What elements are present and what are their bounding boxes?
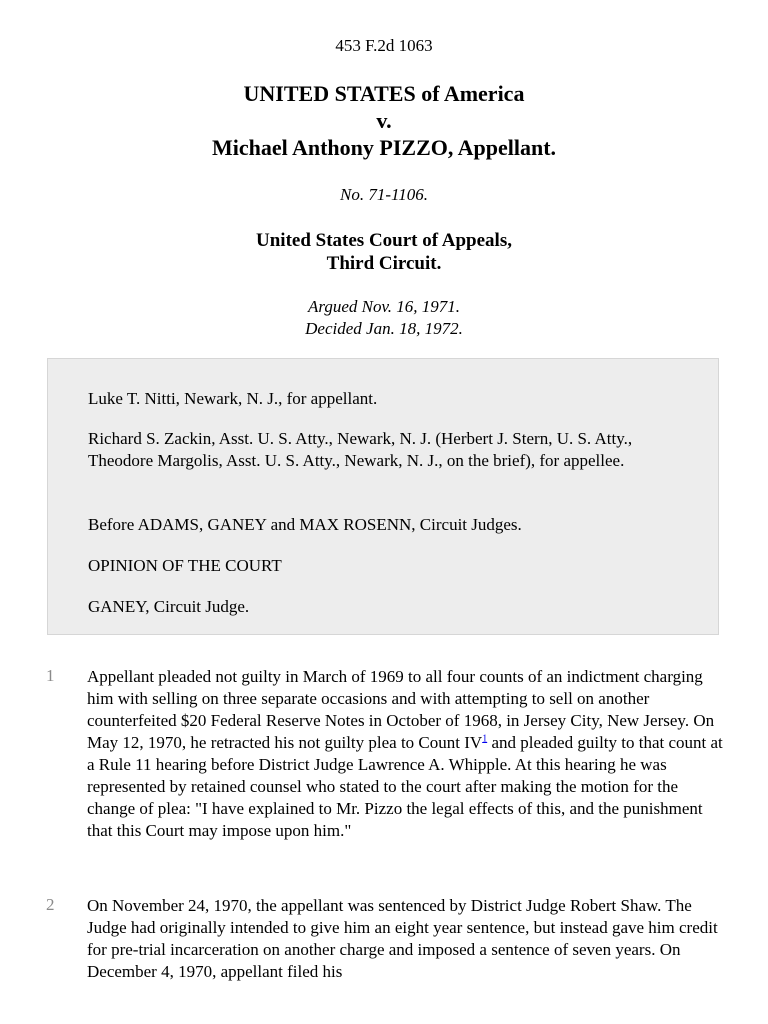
court-name <box>0 229 768 275</box>
citation: 453 F.2d 1063 <box>335 36 433 55</box>
case-header-box <box>47 358 719 635</box>
case-dates <box>0 296 768 340</box>
decided-date: Decided Jan. 18, 1972. <box>305 319 463 338</box>
versus: v. <box>376 108 392 133</box>
panel-judges: Before ADAMS, GANEY and MAX ROSENN, Circuit Judges. <box>88 515 522 534</box>
opinion-author: GANEY, Circuit Judge. <box>88 597 250 616</box>
paragraph-2: On November 24, 1970, the appellant was sentenced by District Judge Robert Shaw. The Judge had originally intended to give him an eight year sentence, but instead gave him credit for pre-trial incarceration on another charge and imposed a sentence of seven years. On December 4, 1970, appellant filed his <box>87 896 718 981</box>
paragraph-number: 2 <box>46 895 55 914</box>
court-name-line1: United States Court of Appeals, <box>256 230 512 251</box>
argued-date: Argued Nov. 16, 1971. <box>307 297 461 316</box>
paragraph-1-text-a: Appellant pleaded not guilty in March of 1969 to all four counts of an indictment charging him with selling on three separate occasions and with attempting to sell on another counterfeited $20 Federal Reserve Notes in October of 1968, in Jersey City, New Jersey. On May 12, 1970, he retracted his not guilty plea to Count IV <box>87 667 715 752</box>
paragraph-1-text-b: and pleaded guilty to that count at a Rule 11 hearing before District Judge Lawrence A. Whipple. At this hearing he was represented by retained counsel who stated to the court after making the motion for the change of plea: "I have explained to Mr. Pizzo the legal effects of this, and the punishment that this Court may impose upon him." <box>87 733 723 840</box>
counsel-appellee: Richard S. Zackin, Asst. U. S. Atty., Newark, N. J. (Herbert J. Stern, U. S. Atty., Theodore Margolis, Asst. U. S. Atty., Newark, N. J., on the brief), for appellee. <box>88 429 633 470</box>
case-caption <box>0 80 768 161</box>
defendant-name: Michael Anthony PIZZO, Appellant. <box>211 135 557 160</box>
plaintiff-name: UNITED STATES of America <box>243 81 525 106</box>
opinion-heading: OPINION OF THE COURT <box>88 556 282 575</box>
court-name-line2: Third Circuit. <box>326 253 442 274</box>
paragraph-1 <box>87 666 727 842</box>
counsel-appellant: Luke T. Nitti, Newark, N. J., for appellant. <box>88 389 378 408</box>
paragraph-number: 1 <box>46 666 55 685</box>
docket-number: No. 71-1106. <box>340 185 428 204</box>
footnote-link-1[interactable]: 1 <box>482 733 488 745</box>
